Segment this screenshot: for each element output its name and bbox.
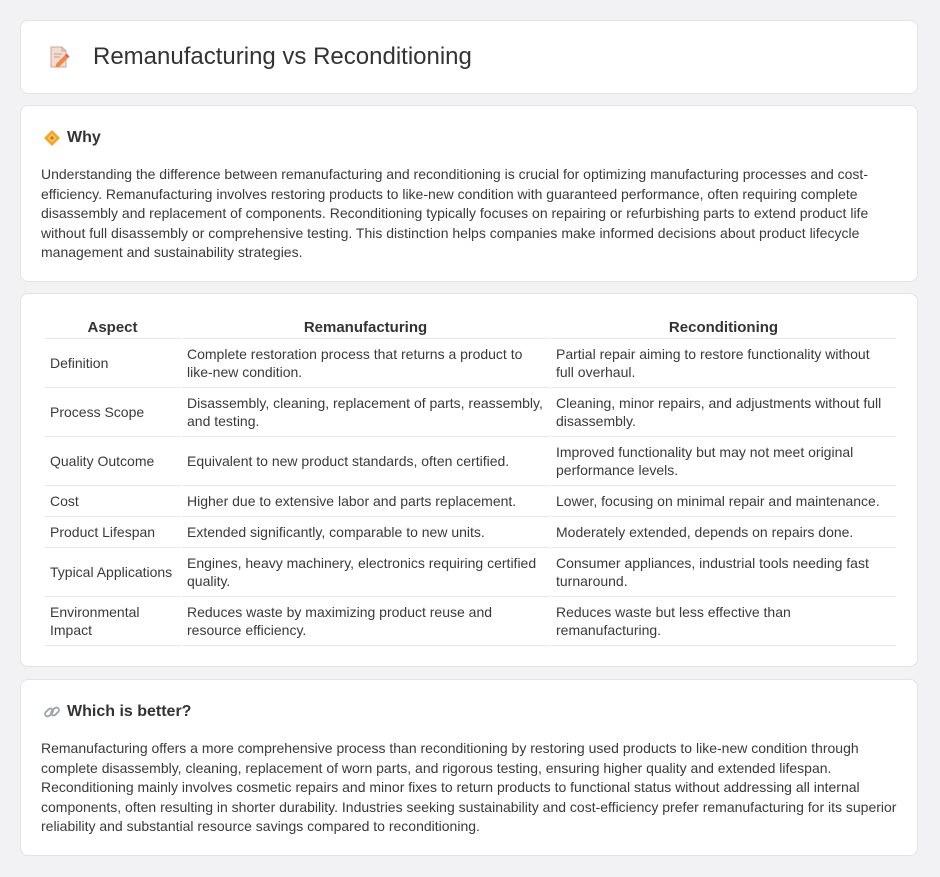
row-aspect: Definition (45, 339, 180, 388)
row-reconditioning: Cleaning, minor repairs, and adjustments without full disassembly. (551, 388, 896, 437)
row-aspect: Cost (45, 486, 180, 517)
comparison-table (43, 316, 898, 646)
row-remanufacturing: Engines, heavy machinery, electronics requiring certified quality. (182, 548, 549, 597)
table-row (45, 517, 896, 548)
table-row (45, 548, 896, 597)
header-remanufacturing: Remanufacturing (182, 316, 549, 339)
why-text: Understanding the difference between remanufacturing and reconditioning is crucial for optimizing manufacturing processes and cost-efficiency. Remanufacturing involves restoring products to like-new condition with guaranteed performance, often requiring complete disassembly and replacement of components. Reconditioning typically focuses on repairing or refurbishing parts to extend product life without full disassembly or comprehensive testing. This distinction helps companies make informed decisions about product lifecycle management and sustainability strategies. (41, 166, 869, 261)
table-row (45, 437, 896, 486)
row-aspect: Process Scope (45, 388, 180, 437)
row-aspect: Environmental Impact (45, 597, 180, 646)
link-icon (43, 703, 61, 721)
row-reconditioning: Lower, focusing on minimal repair and maintenance. (551, 486, 896, 517)
row-remanufacturing: Higher due to extensive labor and parts replacement. (182, 486, 549, 517)
table-row (45, 388, 896, 437)
header-reconditioning: Reconditioning (551, 316, 896, 339)
table-row (45, 339, 896, 388)
row-remanufacturing: Complete restoration process that returns a product to like-new condition. (182, 339, 549, 388)
row-aspect: Quality Outcome (45, 437, 180, 486)
table-row (45, 597, 896, 646)
row-reconditioning: Reduces waste but less effective than remanufacturing. (551, 597, 896, 646)
table-row (45, 486, 896, 517)
header-aspect: Aspect (45, 316, 180, 339)
diamond-icon (43, 129, 61, 147)
row-reconditioning: Improved functionality but may not meet original performance levels. (551, 437, 896, 486)
page-title: Remanufacturing vs Reconditioning (93, 43, 472, 70)
comparison-card (20, 293, 918, 667)
row-reconditioning: Partial repair aiming to restore functionality without full overhaul. (551, 339, 896, 388)
which-better-text: Remanufacturing offers a more comprehensive process than reconditioning by restoring used products to like-new condition through complete disassembly, cleaning, replacement of worn parts, and rigorous testing, ensuring higher quality and extended lifespan. Reconditioning mainly involves cosmetic repairs and minor fixes to return products to functional status without addressing all internal components, often resulting in shorter durability. Industries seeking sustainability and cost-efficiency prefer remanufacturing for its superior reliability and substantial resource savings compared to reconditioning. (41, 740, 897, 835)
document-pencil-icon (47, 45, 71, 69)
why-section (20, 105, 918, 282)
which-better-title: Which is better? (67, 703, 192, 720)
title-card (20, 20, 918, 94)
row-aspect: Product Lifespan (45, 517, 180, 548)
row-remanufacturing: Equivalent to new product standards, often certified. (182, 437, 549, 486)
row-remanufacturing: Extended significantly, comparable to new units. (182, 517, 549, 548)
row-remanufacturing: Reduces waste by maximizing product reuse and resource efficiency. (182, 597, 549, 646)
which-better-section (20, 679, 918, 856)
row-remanufacturing: Disassembly, cleaning, replacement of parts, reassembly, and testing. (182, 388, 549, 437)
row-reconditioning: Consumer appliances, industrial tools needing fast turnaround. (551, 548, 896, 597)
why-title: Why (67, 129, 101, 146)
row-reconditioning: Moderately extended, depends on repairs done. (551, 517, 896, 548)
row-aspect: Typical Applications (45, 548, 180, 597)
